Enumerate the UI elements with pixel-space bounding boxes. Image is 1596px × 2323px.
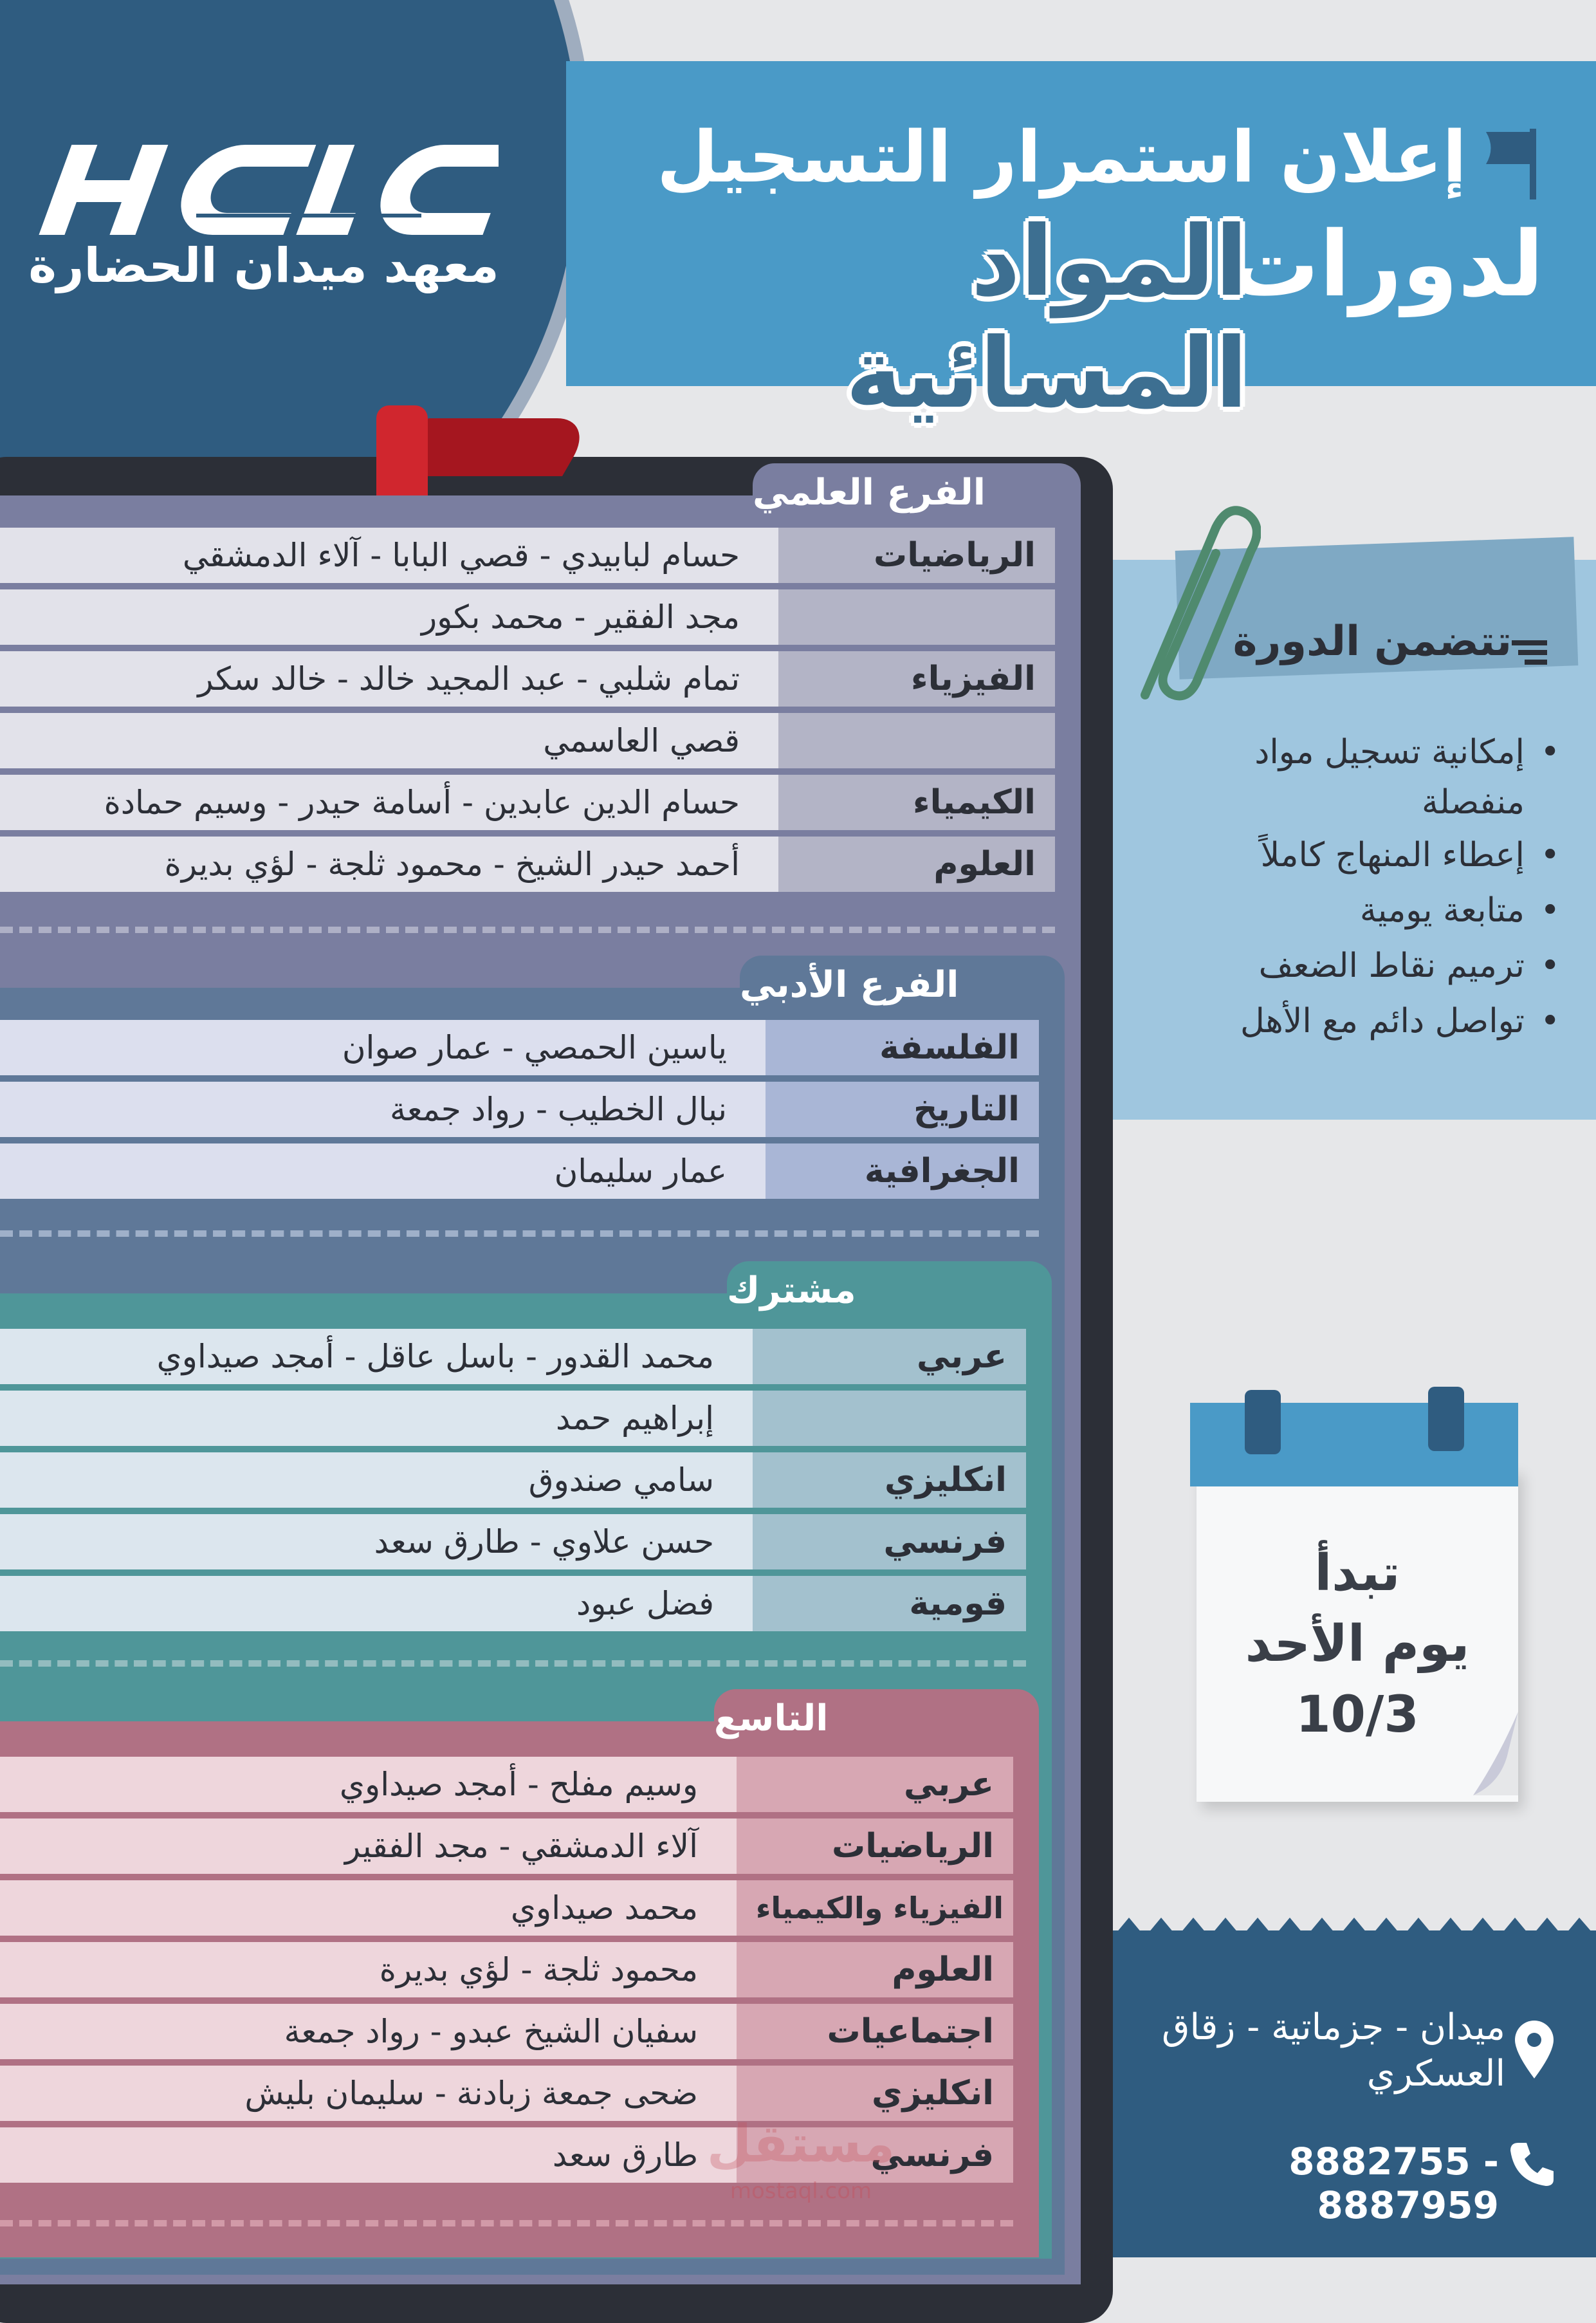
names-cell: محمود ثلجة - لؤي بديرة [0, 1942, 737, 1997]
table-row [0, 713, 1055, 768]
info-list [1151, 727, 1525, 1049]
divider [0, 1660, 1026, 1667]
calendar-ring [1245, 1390, 1281, 1454]
calendar-date: 10/3 [1296, 1686, 1419, 1744]
section-science-title: الفرع العلمي [753, 463, 1081, 521]
table-row [0, 1880, 1013, 1936]
names-cell: آلاء الدمشقي - مجد الفقير [0, 1819, 737, 1874]
table-row [0, 2066, 1013, 2121]
names-cell: محمد صيداوي [0, 1880, 737, 1936]
names-cell: فضل عبود [0, 1576, 753, 1631]
header-title-courses: لدورات [1229, 212, 1544, 317]
names-cell: ضحى جمعة زبادنة - سليمان بليش [0, 2066, 737, 2121]
table-row [0, 589, 1055, 645]
paperclip-icon [1119, 489, 1261, 708]
table-row [0, 1020, 1039, 1075]
names-cell: طارق سعد [0, 2127, 737, 2183]
header-title-evening-subjects: المواد المسائية [845, 206, 1248, 430]
divider [0, 2220, 1013, 2226]
table-row [0, 1452, 1026, 1508]
address-text: ميدان - جزماتية - زقاق العسكري [1162, 2006, 1505, 2095]
table-row [0, 1819, 1013, 1874]
subject-cell: فرنسي [753, 1514, 1026, 1569]
table-row [0, 651, 1055, 707]
names-cell: قصي العاسمي [0, 713, 778, 768]
table-row [0, 1757, 1013, 1812]
subject-cell: العلوم [737, 1942, 1013, 1997]
subject-cell: الكيمياء [778, 775, 1055, 830]
subject-cell: الجغرافية [766, 1143, 1039, 1199]
names-cell: سفيان الشيخ عبدو - رواد جمعة [0, 2004, 737, 2059]
table-row [0, 1514, 1026, 1569]
calendar-ring [1428, 1387, 1464, 1451]
names-cell: حسن علاوي - طارق سعد [0, 1514, 753, 1569]
header-title-line1: إعلان استمرار التسجيل [656, 116, 1467, 198]
subject-cell [778, 589, 1055, 645]
phone-numbers: 8882755 - 8887959 [1289, 2140, 1499, 2227]
names-cell: عمار سليمان [0, 1143, 766, 1199]
table-row [0, 775, 1055, 830]
info-list-item: متابعة يومية • [1151, 883, 1525, 938]
names-cell: نبال الخطيب - رواد جمعة [0, 1082, 766, 1137]
section-common-title: مشترك [727, 1261, 1052, 1319]
names-cell: ياسين الحمصي - عمار صوان [0, 1020, 766, 1075]
info-heading: تتضمن الدورة [1233, 618, 1512, 665]
footer-zigzag [1113, 1911, 1596, 1937]
names-cell: مجد الفقير - محمد بكور [0, 589, 778, 645]
table-row [0, 1391, 1026, 1446]
names-cell: حسام الدين عابدين - أسامة حيدر - وسيم حمادة [0, 775, 778, 830]
names-cell: محمد القدور - باسل عاقل - أمجد صيداوي [0, 1329, 753, 1384]
table-row [0, 1143, 1039, 1199]
subject-cell [778, 713, 1055, 768]
subject-cell: انكليزي [753, 1452, 1026, 1508]
list-icon [1512, 637, 1550, 669]
names-cell: سامي صندوق [0, 1452, 753, 1508]
subject-cell: قومية [753, 1576, 1026, 1631]
divider [0, 927, 1055, 933]
calendar-starts: تبدأ [1314, 1544, 1400, 1602]
subject-cell: عربي [737, 1757, 1013, 1812]
calendar-day: يوم الأحد [1245, 1615, 1470, 1673]
flag-icon [1480, 129, 1544, 199]
info-list-item: إمكانية تسجيل مواد منفصلة • [1151, 727, 1525, 828]
watermark-url: mostaql.com [729, 2178, 872, 2204]
divider [0, 1230, 1039, 1237]
subject-cell: العلوم [778, 837, 1055, 892]
subject-cell: عربي [753, 1329, 1026, 1384]
subject-cell: فرنسي [737, 2127, 1013, 2183]
info-list-item: ترميم نقاط الضعف • [1151, 938, 1525, 994]
subject-cell: الفيزياء والكيمياء [737, 1880, 1013, 1936]
location-pin-icon [1512, 2021, 1557, 2078]
names-cell: تمام شلبي - عبد المجيد خالد - خالد سكر [0, 651, 778, 707]
names-cell: وسيم مفلح - أمجد صيداوي [0, 1757, 737, 1812]
names-cell: أحمد حيدر الشيخ - محمود ثلجة - لؤي بديرة [0, 837, 778, 892]
subject-cell [753, 1391, 1026, 1446]
subject-cell: انكليزي [737, 2066, 1013, 2121]
info-list-item: إعطاء المنهاج كاملاً • [1151, 828, 1525, 883]
table-row [0, 1576, 1026, 1631]
subject-cell: الرياضيات [737, 1819, 1013, 1874]
watermark-word: مستقل [706, 2114, 895, 2174]
table-row [0, 1329, 1026, 1384]
logo-name: معهد ميدان الحضارة [28, 238, 499, 293]
page-curl [1473, 1712, 1525, 1795]
subject-cell: التاريخ [766, 1082, 1039, 1137]
subject-cell: الرياضيات [778, 528, 1055, 583]
subject-cell: الفيزياء [778, 651, 1055, 707]
subject-cell: الفلسفة [766, 1020, 1039, 1075]
section-literary-title: الفرع الأدبي [740, 956, 1065, 1013]
section-ninth-title: التاسع [714, 1689, 1039, 1747]
calendar-header [1190, 1403, 1518, 1486]
names-cell: حسام لبابيدي - قصي البابا - آلاء الدمشقي [0, 528, 778, 583]
names-cell: إبراهيم حمد [0, 1391, 753, 1446]
logo-mark [35, 138, 499, 241]
table-row [0, 2004, 1013, 2059]
subject-cell: اجتماعيات [737, 2004, 1013, 2059]
table-row [0, 837, 1055, 892]
phone-icon [1509, 2140, 1557, 2188]
info-list-item: تواصل دائم مع الأهل • [1151, 994, 1525, 1049]
table-row [0, 528, 1055, 583]
table-row [0, 1942, 1013, 1997]
table-row [0, 1082, 1039, 1137]
